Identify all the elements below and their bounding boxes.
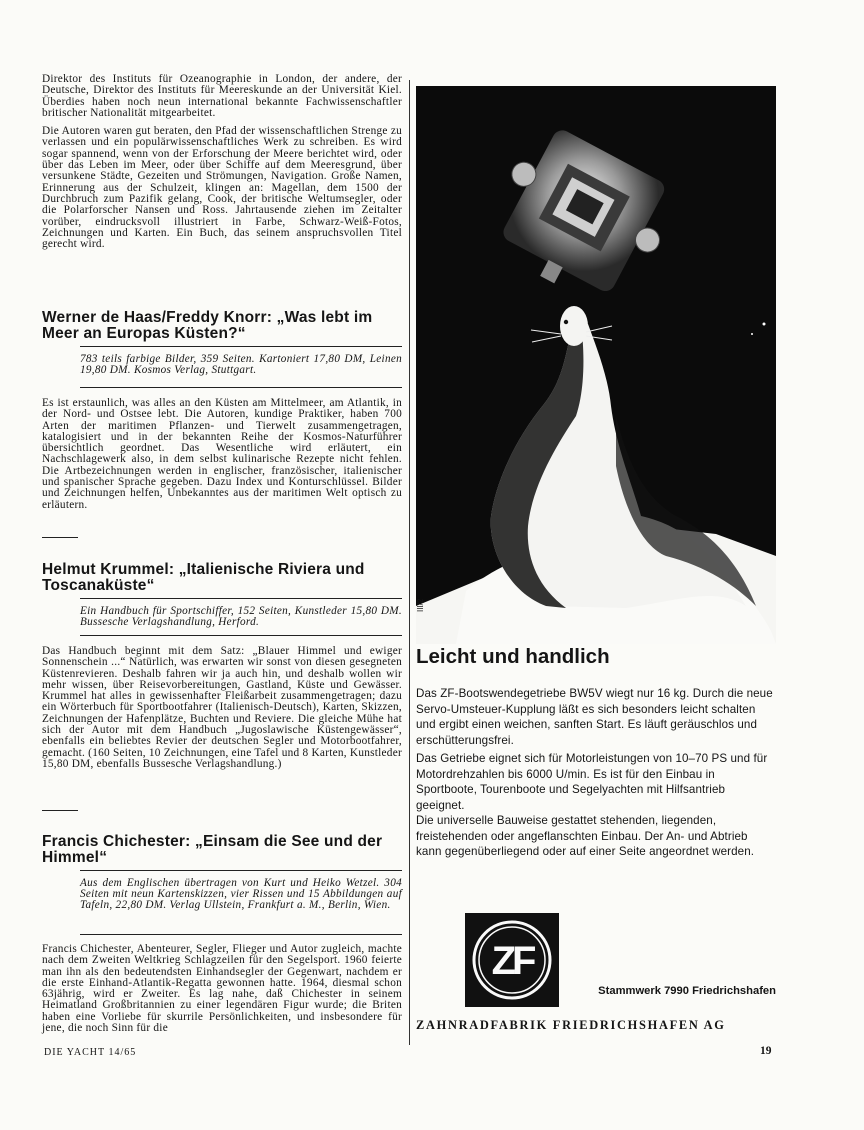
rule: [80, 934, 402, 935]
review-heading: Helmut Krummel: „Italienische Riviera und Toscanaküste“: [42, 561, 365, 594]
review: [42, 562, 402, 777]
zf-logo-icon: [465, 913, 559, 1007]
page-number: 19: [760, 1045, 772, 1057]
intro-paragraph: Die Autoren waren gut beraten, den Pfad der wissenschaftlichen Strenge zu verlassen und ein populärwissenschaftliches Werk zu schreiben. Es wird sogar spannend, wenn von der Erforschung der Meere berichtet wird, oder über das Leben im Meer, oder über Schiffe auf dem Meeresgrund, über versunkene Städte, Gezeiten und Strömungen, Navigation. Große Namen, Erinnerung aus der Schulzeit, klingen an: Magellan, dem 1500 der Durchbruch zum Pazifik gelang, Cook, der britische Weltumsegler, oder die Polarforscher Nansen und Ross. Jahrtausende ziehen im Zeitalter vorüber, eindrucksvoll illustriert in Farbe, Schwarz-Weiß-Fotos, Zeichnungen und Karten. Ein Buch, das seinem anspruchsvollen Titel gerecht wird.: [42, 125, 402, 251]
rule: [80, 598, 402, 599]
ad-headline: Leicht und handlich: [416, 645, 610, 668]
section-divider: [42, 537, 78, 538]
review: [42, 310, 402, 518]
rule: [80, 870, 402, 871]
left-column: [42, 74, 402, 257]
review-biblio: Aus dem Englischen übertragen von Kurt und Heiko Wetzel. 304 Seiten mit neun Kartenskizzen, vier Rissen und 15 Abbildungen auf Tafeln, 22,80 DM. Verlag Ullstein, Frankfurt a. M., Berlin, Wien.: [80, 877, 402, 912]
rule: [80, 387, 402, 388]
review-biblio: 783 teils farbige Bilder, 359 Seiten. Kartoniert 17,80 DM, Leinen 19,80 DM. Kosmos Verlag, Stuttgart.: [80, 353, 402, 377]
review: [42, 834, 402, 1041]
ad-paragraph: Die universelle Bauweise gestattet stehenden, liegenden, freistehenden oder angeflanschten Einbau. Der An- und Abtrieb kann gegenüberliegend oder auf einer Seite angeordnet werden.: [416, 814, 755, 859]
ad-paragraph: Das ZF-Bootswendegetriebe BW5V wiegt nur 16 kg. Durch die neue Servo-Umsteuer-Kupplung läßt es sich besonders leicht schalten und ergibt einen weichen, sanften Start. Es läuft geräuschlos und erschütterungsfrei.: [416, 687, 773, 748]
ad-photo-seal-balancing-gearbox: [416, 86, 776, 644]
review-heading: Werner de Haas/Freddy Knorr: „Was lebt im Meer an Europas Küsten?“: [42, 309, 373, 342]
rule: [80, 635, 402, 636]
rule: [80, 346, 402, 347]
column-divider: [409, 80, 410, 1045]
section-divider: [42, 810, 78, 811]
folio: DIE YACHT 14/65: [44, 1047, 137, 1058]
review-body: Francis Chichester, Abenteurer, Segler, Flieger und Autor zugleich, machte nach dem Zweiten Weltkrieg Schlagzeilen für den Segelsport. 1960 feierte man ihn als den bedeutendsten Einhandsegler der Gegenwart, nachdem er die erste Einhand-Atlantik-Regatta gewonnen hatte. 1964, diesmal schon 63jährig, wird er Zweiter. Es lag nahe, daß Chichester in seinem Heimatland Großbritannien zu einer legendären Figur wurde; die Briten haben eine Vorliebe für skurrile Persönlichkeiten, und insbesondere für jene, die noch Sinn für die: [42, 943, 402, 1035]
review-biblio: Ein Handbuch für Sportschiffer, 152 Seiten, Kunstleder 15,80 DM. Bussesche Verlagshandlung, Herford.: [80, 605, 402, 629]
review-heading: Francis Chichester: „Einsam die See und der Himmel“: [42, 833, 383, 866]
intro-paragraph: Direktor des Instituts für Ozeanographie in London, der andere, der Deutsche, Direktor des Instituts für Meereskunde an der Universität Kiel. Überdies haben noch neun international bekannte Fachwissenschaftler britischer Nationalität mitgearbeitet.: [42, 73, 402, 119]
ad-plant-address: Stammwerk 7990 Friedrichshafen: [598, 985, 776, 997]
ad-code: III/2: [416, 598, 425, 612]
review-body: Das Handbuch beginnt mit dem Satz: „Blauer Himmel und ewiger Sonnenschein ...“ Natürlich, was erwarten wir sonst von diesen gesegneten Küstenrevieren. Deshalb fahren wir ja auch hin, und deshalb wollen wir mehr wissen, über Reisevorbereitungen, Gastland, Küste und Gewässer. Krummel hat alles in gewissenhafter Fleißarbeit zusammengetragen; dazu ein Wörterbuch für Sportbootfahrer (Italienisch-Deutsch), Karten, Skizzen, Zeichnungen der Hafenplätze, Buchten und Reviere. Die gleiche Mühe hat sich der Autor mit dem Handbuch „Jugoslawische Küstengewässer“, ebenfalls ein beliebtes Revier der deutschen Segler und Motorbootfahrer, gemacht. (160 Seiten, 10 Zeichnungen, eine Tafel und 8 Karten, Kunstleder 15,80 DM, ebenfalls Bussesche Verlagshandlung.): [42, 645, 402, 770]
review-body: Es ist erstaunlich, was alles an den Küsten am Mittelmeer, am Atlantik, in der Nord- und Ostsee lebt. Die Autoren, kundige Praktiker, haben 700 Arten der maritimen Pflanzen- und Tierwelt zusammengetragen, katalogisiert und in der bekannten Reihe der Kosmos-Naturführer übersichtlich geordnet. Das Wesentliche wird erläutert, ein Nachschlagewerk also, in dem selbst kulinarische Rezepte nicht fehlen. Die Artbezeichnungen werden in englischer, französischer, italienischer und spanischer Sprache gegeben. Dazu Index und Konturschlüssel. Bilder und Zeichnungen helfen, Unbekanntes aus der maritimen Welt optisch zu erläutern.: [42, 397, 402, 511]
ad-company-name: ZAHNRADFABRIK FRIEDRICHSHAFEN AG: [416, 1018, 726, 1032]
svg-text:ZF: ZF: [491, 939, 533, 983]
ad-paragraph: Das Getriebe eignet sich für Motorleistungen von 10–70 PS und für Motordrehzahlen bis 6000 U/min. Es ist für den Einbau in Sportboote, Tourenboote und Segelyachten mit Hilfsantrieb geeignet.: [416, 752, 768, 813]
